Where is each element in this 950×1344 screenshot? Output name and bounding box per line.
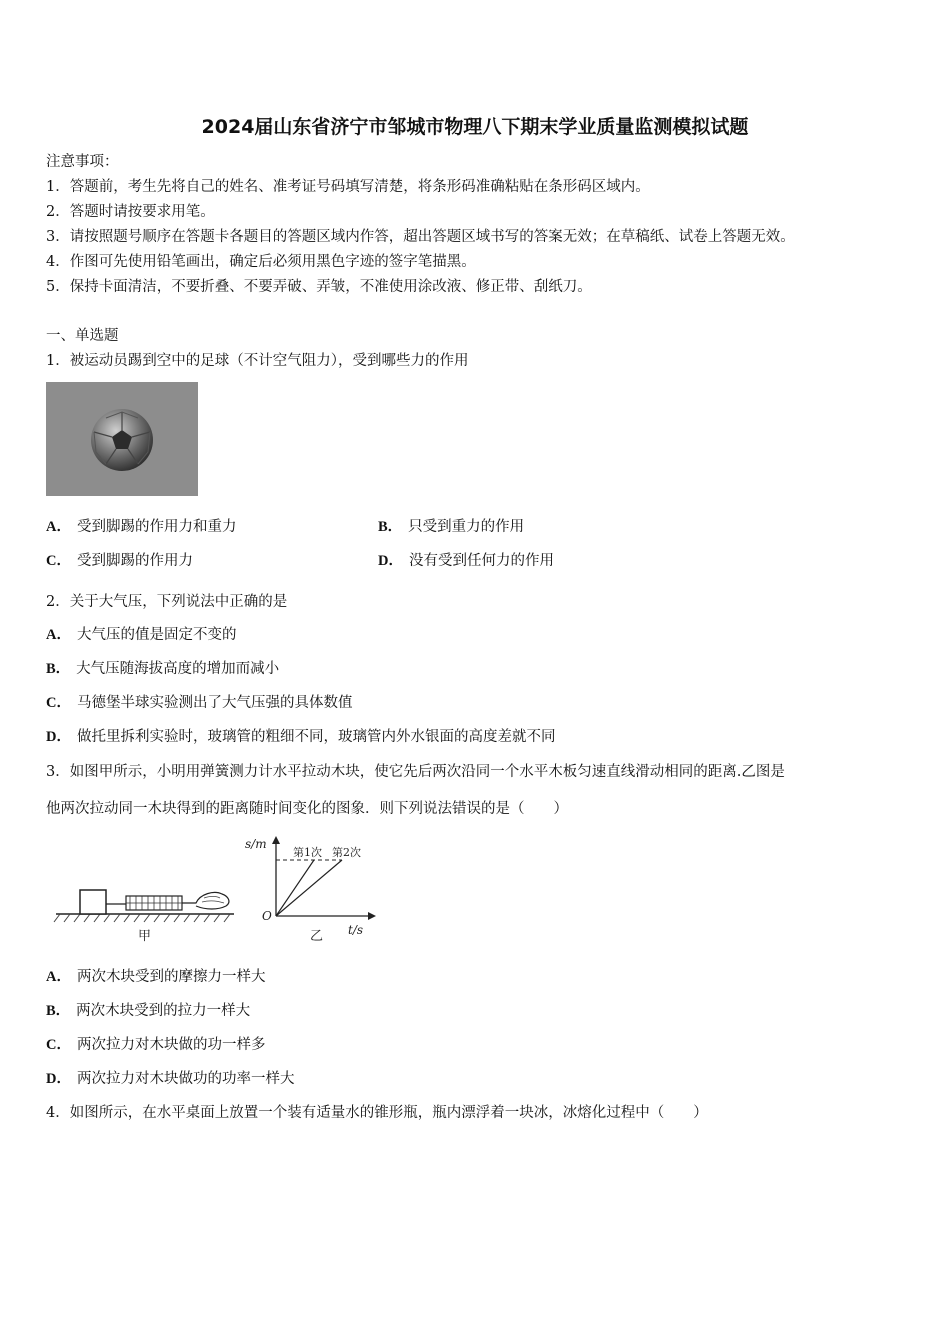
q1-option-d[interactable]: D． 没有受到任何力的作用 — [378, 553, 554, 569]
soccer-ball-icon — [46, 382, 198, 496]
q2-stem: 2．关于大气压，下列说法中正确的是 — [46, 594, 288, 610]
notice-item: 3．请按照题号顺序在答题卡各题目的答题区域内作答，超出答题区域书写的答案无效；在草稿纸、试卷上答题无效。 — [46, 229, 795, 245]
notice-heading: 注意事项： — [46, 154, 119, 170]
origin-label: O — [262, 909, 272, 923]
q1-option-b[interactable]: B． 只受到重力的作用 — [378, 519, 525, 535]
q2-option-a[interactable]: A． 大气压的值是固定不变的 — [46, 627, 237, 643]
page-title: 2024届山东省济宁市邹城市物理八下期末学业质量监测模拟试题 — [201, 116, 749, 138]
q3-option-a[interactable]: A． 两次木块受到的摩擦力一样大 — [46, 969, 266, 985]
q1-stem: 1．被运动员踢到空中的足球（不计空气阻力），受到哪些力的作用 — [46, 353, 469, 369]
figure-yi — [245, 836, 376, 944]
q3-stem-line1: 3．如图甲所示，小明用弹簧测力计水平拉动木块，使它先后两次沿同一个水平木板匀速直线滑动相同的距离.乙图是 — [46, 764, 785, 780]
section-heading: 一、单选题 — [46, 328, 119, 344]
q1-option-c[interactable]: C． 受到脚踢的作用力 — [46, 553, 193, 569]
t-axis-label: t/s — [348, 923, 364, 937]
q3-option-c[interactable]: C． 两次拉力对木块做的功一样多 — [46, 1037, 266, 1053]
q4-stem: 4．如图所示，在水平桌面上放置一个装有适量水的锥形瓶，瓶内漂浮着一块冰，冰熔化过程中（ ） — [46, 1105, 708, 1121]
s-axis-label: s/m — [245, 837, 267, 851]
q1-option-a[interactable]: A． 受到脚踢的作用力和重力 — [46, 519, 237, 535]
q2-option-b[interactable]: B． 大气压随海拔高度的增加而减小 — [46, 661, 280, 677]
notice-item: 2．答题时请按要求用笔。 — [46, 204, 215, 220]
q3-stem-line2: 他两次拉动同一木块得到的距离随时间变化的图象．则下列说法错误的是（ ） — [46, 801, 568, 817]
figure-yi-label: 乙 — [310, 929, 324, 944]
run1-label: 第1次 — [293, 846, 322, 859]
q3-option-b[interactable]: B． 两次木块受到的拉力一样大 — [46, 1003, 251, 1019]
q2-option-d[interactable]: D． 做托里拆利实验时，玻璃管的粗细不同，玻璃管内外水银面的高度差就不同 — [46, 729, 556, 745]
notice-item: 5．保持卡面清洁，不要折叠、不要弄破、弄皱，不准使用涂改液、修正带、刮纸刀。 — [46, 279, 592, 295]
figure-jia-label: 甲 — [138, 929, 152, 944]
soccer-ball-image — [46, 382, 198, 496]
run2-label: 第2次 — [332, 846, 361, 859]
figure-jia — [54, 890, 234, 944]
notice-item: 1．答题前，考生先将自己的姓名、准考证号码填写清楚，将条形码准确粘贴在条形码区域内。 — [46, 179, 650, 195]
q2-option-c[interactable]: C． 马德堡半球实验测出了大气压强的具体数值 — [46, 695, 353, 711]
q3-figure — [46, 832, 386, 944]
q3-option-d[interactable]: D． 两次拉力对木块做功的功率一样大 — [46, 1071, 295, 1087]
notice-item: 4．作图可先使用铅笔画出，确定后必须用黑色字迹的签字笔描黑。 — [46, 254, 476, 270]
